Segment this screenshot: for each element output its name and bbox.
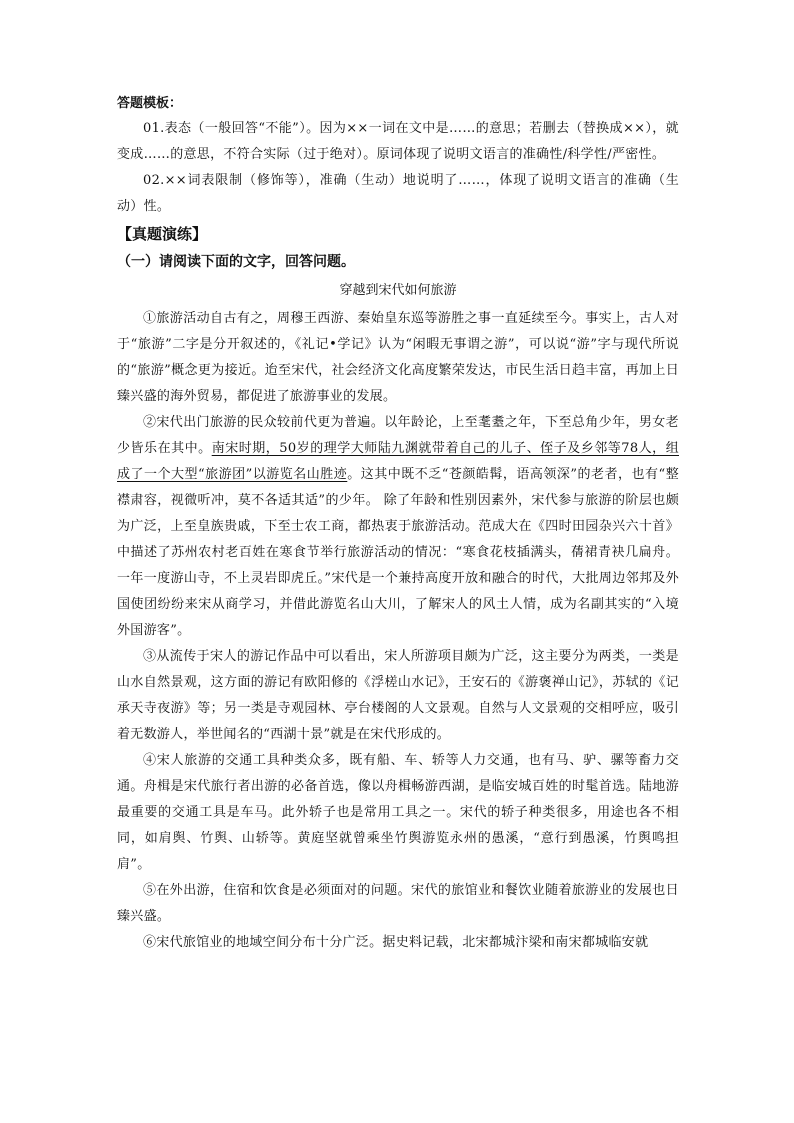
sub-heading: （一）请阅读下面的文字，回答问题。 [117, 254, 355, 270]
paragraph-2-text-before: ②宋代出门旅游的民众较前代更为普遍。以年龄论，上至耄耋之年，下至总角少年，男女老少皆乐在其中。 [117, 415, 679, 456]
template-item-1: 01.表态（一般回答“不能”）。因为××一词在文中是……的意思；若删去（替换成××），就变成……的意思，不符合实际（过于绝对）。原词体现了说明文语言的准确性/科学性/严密性。 [117, 121, 679, 162]
underlined-sentence: 南宋时期，50岁的理学大师陆九渊就带着自己的儿子、侄子及乡邻等78人，组成了一个大型“旅游团”以游览名山胜迹 [117, 441, 679, 482]
article-title: 穿越到宋代如何旅游 [339, 283, 457, 298]
template-item-2: 02.××词表限制（修饰等），准确（生动）地说明了……，体现了说明文语言的准确（生动）性。 [117, 173, 679, 214]
template-label: 答题模板： [117, 96, 183, 111]
article-paragraph-2 [117, 410, 679, 644]
section-heading: 【真题演练】 [117, 225, 208, 243]
article-paragraph-4: ④宋人旅游的交通工具种类众多，既有船、车、轿等人力交通，也有马、驴、骡等畜力交通。舟楫是宋代旅行者出游的必备首选，像以舟楫畅游西湖，是临安城百姓的时髦首选。陆地游最重要的交通工具是车马。此外轿子也是常用工具之一。宋代的轿子种类很多，用途也各不相同，如肩舆、竹舆、山轿等。黄庭坚就曾乘坐竹舆游览永州的愚溪，“意行到愚溪，竹舆鸣担肩”。 [117, 753, 679, 872]
article-paragraph-5: ⑤在外出游，住宿和饮食是必须面对的问题。宋代的旅馆业和餐饮业随着旅游业的发展也日臻兴盛。 [117, 883, 679, 924]
article-paragraph-6: ⑥宋代旅馆业的地域空间分布十分广泛。据史料记载，北宋都城汴梁和南宋都城临安就 [143, 935, 649, 950]
article-paragraph-3: ③从流传于宋人的游记作品中可以看出，宋人所游项目颇为广泛，这主要分为两类，一类是山水自然景观，这方面的游记有欧阳修的《浮槎山水记》，王安石的《游褒禅山记》，苏轼的《记承天寺夜游》等；另一类是寺观园林、亭台楼阁的人文景观。自然与人文景观的交相呼应，吸引着无数游人，举世闻名的“西湖十景”就是在宋代形成的。 [117, 649, 679, 742]
document-page [117, 92, 679, 956]
article-paragraph-1: ①旅游活动自古有之，周穆王西游、秦始皇东巡等游胜之事一直延续至今。事实上，古人对于“旅游”二字是分开叙述的，《礼记•学记》认为“闲暇无事谓之游”，可以说“游”字与现代所说的“旅游”概念更为接近。迨至宋代，社会经济文化高度繁荣发达，市民生活日趋丰富，再加上日臻兴盛的海外贸易，都促进了旅游事业的发展。 [117, 311, 679, 404]
paragraph-2-text-after: 。这其中既不乏“苍颜皓髯，语高领深”的老者，也有“整襟肃容，视微听冲，莫不各适其适”的少年。 除了年龄和性别因素外，宋代参与旅游的阶层也颇为广泛，上至皇族贵戚，下至士农工商，都热衷于旅游活动。范成大在《四时田园杂兴六十首》中描述了苏州农村老百姓在寒食节举行旅游活动的情况：“寒食花枝插满头，蒨裙青袂几扁舟。一年一度游山寺，不上灵岩即虎丘。”宋代是一个兼持高度开放和融合的时代，大批周边邻邦及外国使团纷纷来宋从商学习，并借此游览名山大川，了解宋人的风土人情，成为名副其实的“入境外国游客”。 [117, 467, 679, 638]
